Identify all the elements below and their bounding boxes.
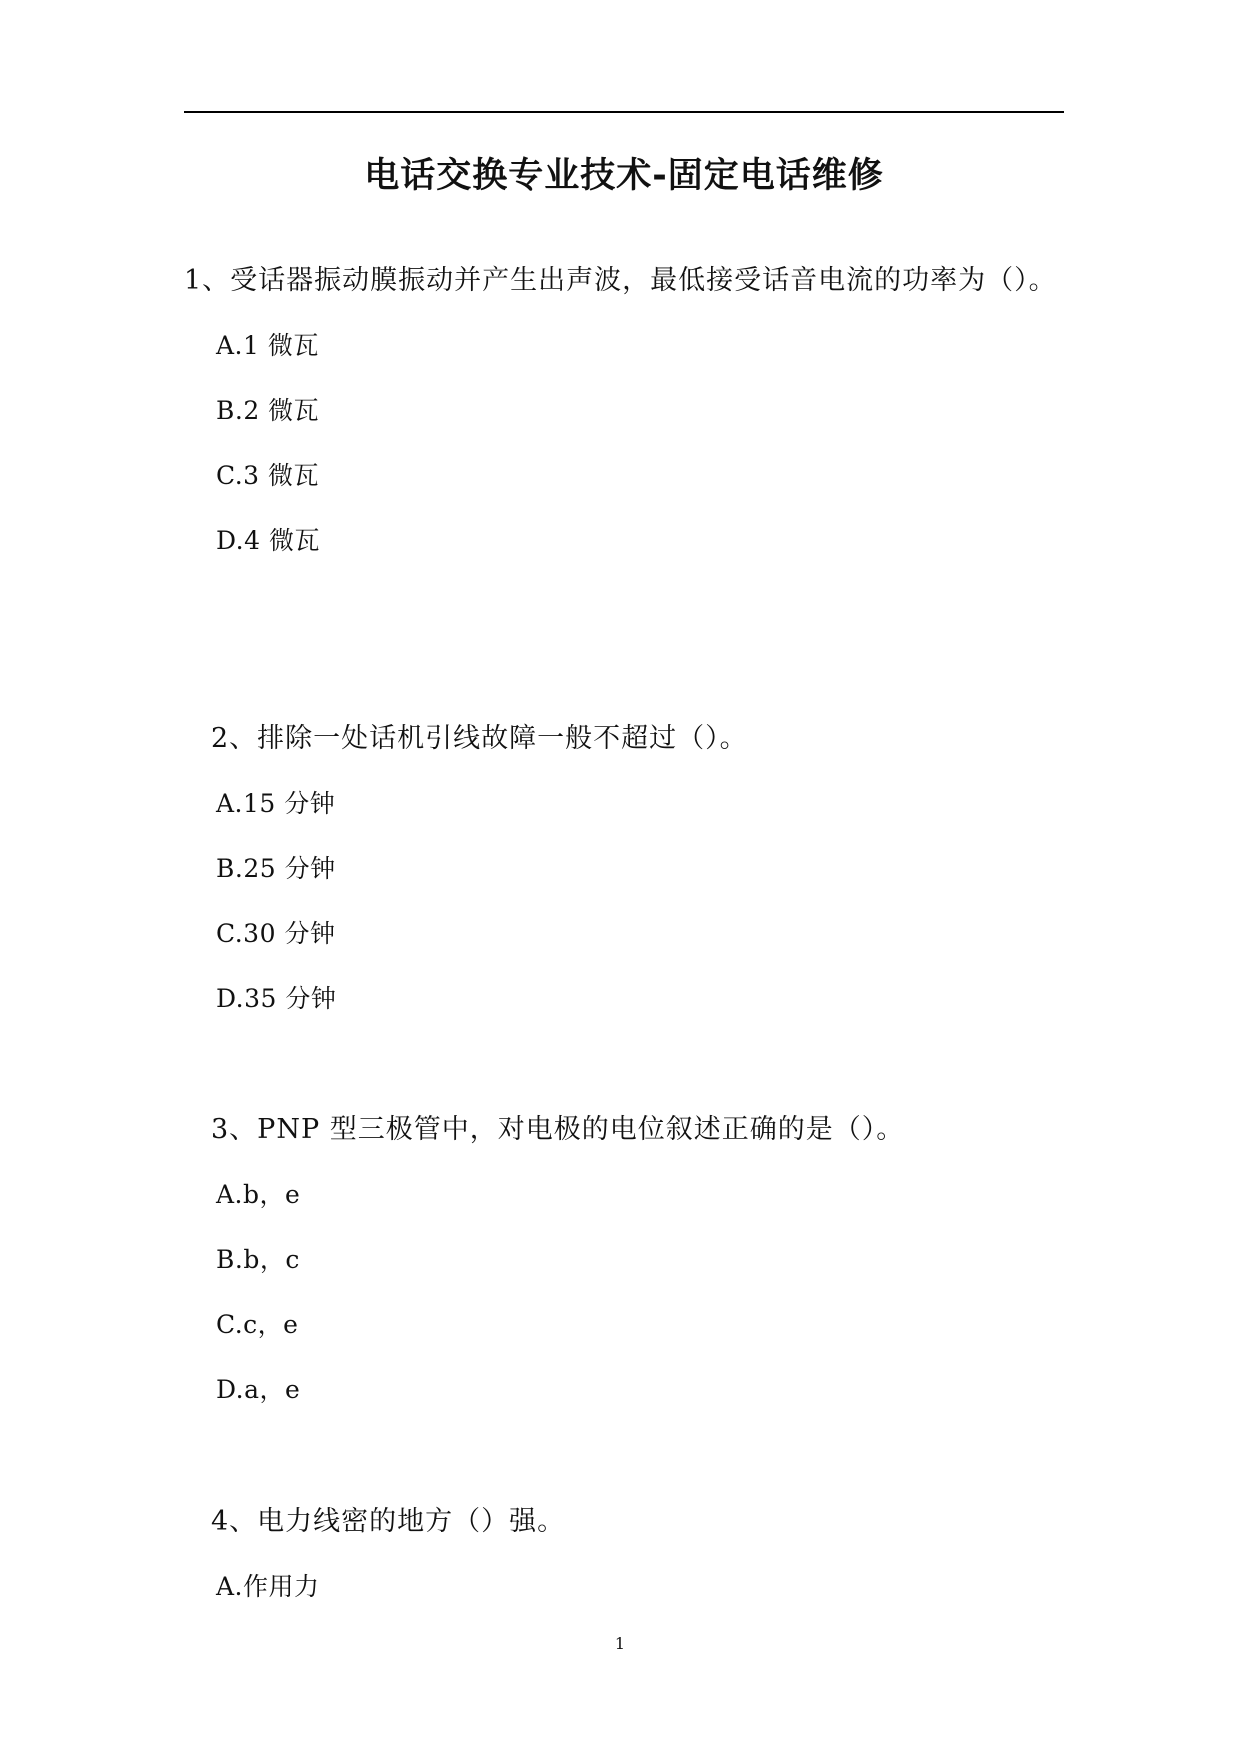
option-b: B.b，c — [216, 1245, 300, 1274]
option-d: D.a，e — [216, 1375, 301, 1404]
question-3 — [184, 1097, 1064, 1422]
question-stem: 4、电力线密的地方（）强。 — [211, 1506, 566, 1537]
header-rule — [184, 111, 1064, 113]
option-a: A.b，e — [216, 1180, 301, 1209]
option-d: D.35 分钟 — [216, 984, 337, 1013]
page-number: 1 — [614, 1634, 626, 1653]
question-2 — [184, 706, 1064, 1031]
option-d: D.4 微瓦 — [216, 526, 320, 555]
option-list — [184, 1554, 1064, 1619]
option-c: C.3 微瓦 — [216, 461, 320, 490]
question-stem: 1、受话器振动膜振动并产生出声波，最低接受话音电流的功率为（）。 — [184, 265, 1057, 296]
question-4 — [184, 1489, 1064, 1619]
question-1 — [184, 248, 1064, 573]
option-a: A.1 微瓦 — [216, 331, 319, 360]
option-c: C.30 分钟 — [216, 919, 336, 948]
document-title: 电话交换专业技术-固定电话维修 — [364, 156, 884, 196]
option-c: C.c，e — [216, 1310, 299, 1339]
option-a: A.作用力 — [216, 1572, 320, 1601]
option-list — [184, 313, 1064, 573]
option-a: A.15 分钟 — [216, 789, 336, 818]
option-b: B.25 分钟 — [216, 854, 336, 883]
option-list — [184, 1162, 1064, 1422]
question-stem: 3、PNP 型三极管中，对电极的电位叙述正确的是（）。 — [211, 1114, 905, 1145]
option-b: B.2 微瓦 — [216, 396, 320, 425]
option-list — [184, 771, 1064, 1031]
question-stem: 2、排除一处话机引线故障一般不超过（）。 — [211, 723, 748, 754]
